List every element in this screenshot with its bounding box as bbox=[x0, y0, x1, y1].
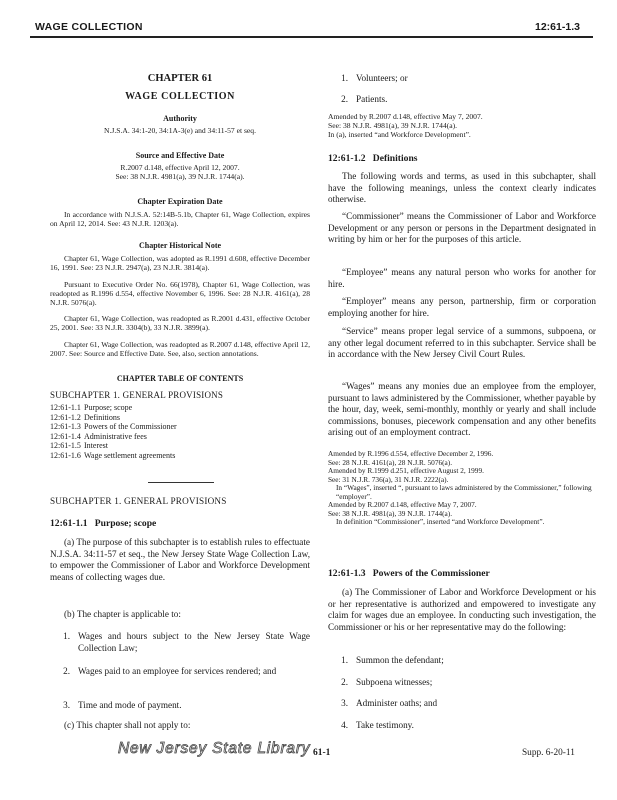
history-paragraph-2: Pursuant to Executive Order No. 66(1978), Chapter 61, Wage Collection, was readopted as R.1996 d.554, effective November 6, 1996. See: 28 N.J.R. 4161(a), 28 N.J.R. 5076(a). bbox=[50, 280, 310, 307]
source-heading: Source and Effective Date bbox=[135, 151, 225, 160]
definition-employer: “Employer” means any person, partnership, firm or corporation employing another for hire. bbox=[328, 296, 596, 318]
list-item: 2. Patients. bbox=[341, 94, 388, 104]
toc-row bbox=[50, 422, 310, 432]
authority-text: N.J.S.A. 34:1-20, 34:1A-3(e) and 34:11-57 et seq. bbox=[104, 126, 256, 135]
section-1-1-c: (c) This chapter shall not apply to: bbox=[64, 720, 191, 730]
toc-title: Wage settlement agreements bbox=[84, 450, 176, 460]
history-paragraph-4: Chapter 61, Wage Collection, was readopted as R.2007 d.148, effective April 12, 2007. See: Source and Effective Date. See, also, section annotations. bbox=[50, 340, 310, 358]
list-item: 2. Wages paid to an employee for services rendered; and bbox=[63, 666, 277, 676]
toc-row bbox=[50, 413, 310, 423]
section-1-1-b: (b) The chapter is applicable to: bbox=[64, 609, 181, 619]
source-text-2: See: 38 N.J.R. 4981(a), 39 N.J.R. 1744(a). bbox=[115, 172, 245, 181]
history-paragraph-1: Chapter 61, Wage Collection, was adopted as R.1991 d.608, effective December 16, 1991. See: 23 N.J.R. 2947(a), 23 N.J.R. 3814(a). bbox=[50, 254, 310, 272]
running-header-title: WAGE COLLECTION bbox=[35, 21, 143, 33]
toc-number: 12:61-1.2 bbox=[50, 412, 81, 422]
toc-number: 12:61-1.3 bbox=[50, 422, 81, 432]
list-item: 4. Take testimony. bbox=[341, 720, 414, 730]
subchapter-heading: SUBCHAPTER 1. GENERAL PROVISIONS bbox=[50, 496, 227, 506]
list-item: 2. Subpoena witnesses; bbox=[341, 677, 433, 687]
list-item: 3. Time and mode of payment. bbox=[63, 700, 182, 710]
source-text-1: R.2007 d.148, effective April 12, 2007. bbox=[120, 163, 240, 172]
toc-number: 12:61-1.5 bbox=[50, 441, 81, 451]
history-heading: Chapter Historical Note bbox=[138, 241, 222, 250]
list-item: 1. Wages and hours subject to the New Jersey State Wage Collection Law; bbox=[63, 631, 310, 653]
library-watermark: New Jersey State Library bbox=[118, 740, 311, 757]
section-1-1-a: (a) The purpose of this subchapter is to establish rules to effectuate N.J.S.A. 34:11-57 et seq., the New Jersey State Wage Collection Law, to empower the Commissioner of Labor and Workforce Development means of collecting wages due. bbox=[50, 537, 310, 582]
section-1-1-heading: 12:61-1.1 Purpose; scope bbox=[50, 518, 157, 529]
toc-row bbox=[50, 403, 310, 413]
list-item: 1. Summon the defendant; bbox=[341, 655, 444, 665]
toc-row bbox=[50, 432, 310, 442]
toc-title: Definitions bbox=[84, 412, 120, 422]
toc-title: Interest bbox=[84, 441, 108, 451]
chapter-title: CHAPTER 61 bbox=[147, 73, 213, 84]
page-number: 61-1 bbox=[313, 748, 331, 758]
toc-title: Purpose; scope bbox=[84, 403, 133, 412]
authority-heading: Authority bbox=[163, 114, 197, 123]
running-header-section: 12:61-1.3 bbox=[535, 21, 580, 33]
history-paragraph-3: Chapter 61, Wage Collection, was readopted as R.2001 d.431, effective October 25, 2001. See: 33 N.J.R. 3304(b), 33 N.J.R. 3899(a). bbox=[50, 314, 310, 332]
definition-commissioner: “Commissioner” means the Commissioner of Labor and Workforce Development or any person or persons in the Department designated in writing by him or her for the purposes of this article. bbox=[328, 211, 596, 244]
definition-service: “Service” means proper legal service of a summons, subpoena, or any other legal document referred to in this subchapter. Service shall be in accordance with the New Jersey Civil Court Rules. bbox=[328, 326, 596, 359]
toc-title: Administrative fees bbox=[84, 431, 147, 441]
toc-list bbox=[50, 403, 310, 461]
supplement-date: Supp. 6-20-11 bbox=[522, 748, 575, 758]
toc-title: Powers of the Commissioner bbox=[84, 422, 177, 432]
section-divider bbox=[148, 482, 214, 483]
section-1-2-heading: 12:61-1.2 Definitions bbox=[328, 153, 418, 164]
amendment-note: Amended by R.1996 d.554, effective December 2, 1996. See: 28 N.J.R. 4161(a), 28 N.J.R. 5076(a). Amended by R.1999 d.251, effective August 2, 1999. See: 31 N.J.R. 736(a), 31 N.J.R. 2222(a). In “Wages”, inserted “, pursuant to laws administered by the Commissioner,” following “employer”. Amended by R.2007 d.148, effective May 7, 2007. See: 38 N.J.R. 4981(a), 39 N.J.R. 1744(a). In definition “Commissioner”, inserted “and Workforce Development”. bbox=[328, 449, 592, 526]
header-rule bbox=[30, 36, 593, 38]
toc-number: 12:61-1.6 bbox=[50, 450, 81, 460]
toc-number: 12:61-1.4 bbox=[50, 431, 81, 441]
chapter-subtitle: WAGE COLLECTION bbox=[125, 91, 235, 102]
toc-heading: CHAPTER TABLE OF CONTENTS bbox=[116, 374, 244, 383]
expiration-heading: Chapter Expiration Date bbox=[137, 197, 223, 206]
amendment-note: Amended by R.2007 d.148, effective May 7, 2007. See: 38 N.J.R. 4981(a), 39 N.J.R. 1744(a). In (a), inserted “and Workforce Development”. bbox=[328, 112, 483, 139]
list-item: 1. Volunteers; or bbox=[341, 73, 408, 83]
section-1-3-heading: 12:61-1.3 Powers of the Commissioner bbox=[328, 568, 490, 579]
definition-wages: “Wages” means any monies due an employee from the employer, pursuant to laws administered by the Commissioner, whether payable by the hour, day, week, semi-monthly, monthly or yearly and shall include commissions, bonuses, piecework compensation and any other benefits arising out of an employment contract. bbox=[328, 381, 596, 437]
toc-subchapter: SUBCHAPTER 1. GENERAL PROVISIONS bbox=[50, 390, 224, 400]
section-1-3-a: (a) The Commissioner of Labor and Workforce Development or his or her representative is authorized and empowered to investigate any claim for wages due an employee. In conducting such investigation, the Commissioner or his or her representative may do the following: bbox=[328, 587, 596, 632]
list-item: 3. Administer oaths; and bbox=[341, 698, 438, 708]
definition-employee: “Employee” means any natural person who works for another for hire. bbox=[328, 267, 596, 289]
toc-number: 12:61-1.1 bbox=[50, 403, 81, 412]
expiration-text: In accordance with N.J.S.A. 52:14B-5.1b, Chapter 61, Wage Collection, expires on April 12, 2014. See: 43 N.J.R. 1203(a). bbox=[50, 210, 310, 228]
toc-row bbox=[50, 451, 310, 461]
toc-row bbox=[50, 441, 310, 451]
section-1-2-intro: The following words and terms, as used in this subchapter, shall have the following meanings, unless the context clearly indicates otherwise. bbox=[328, 171, 596, 204]
